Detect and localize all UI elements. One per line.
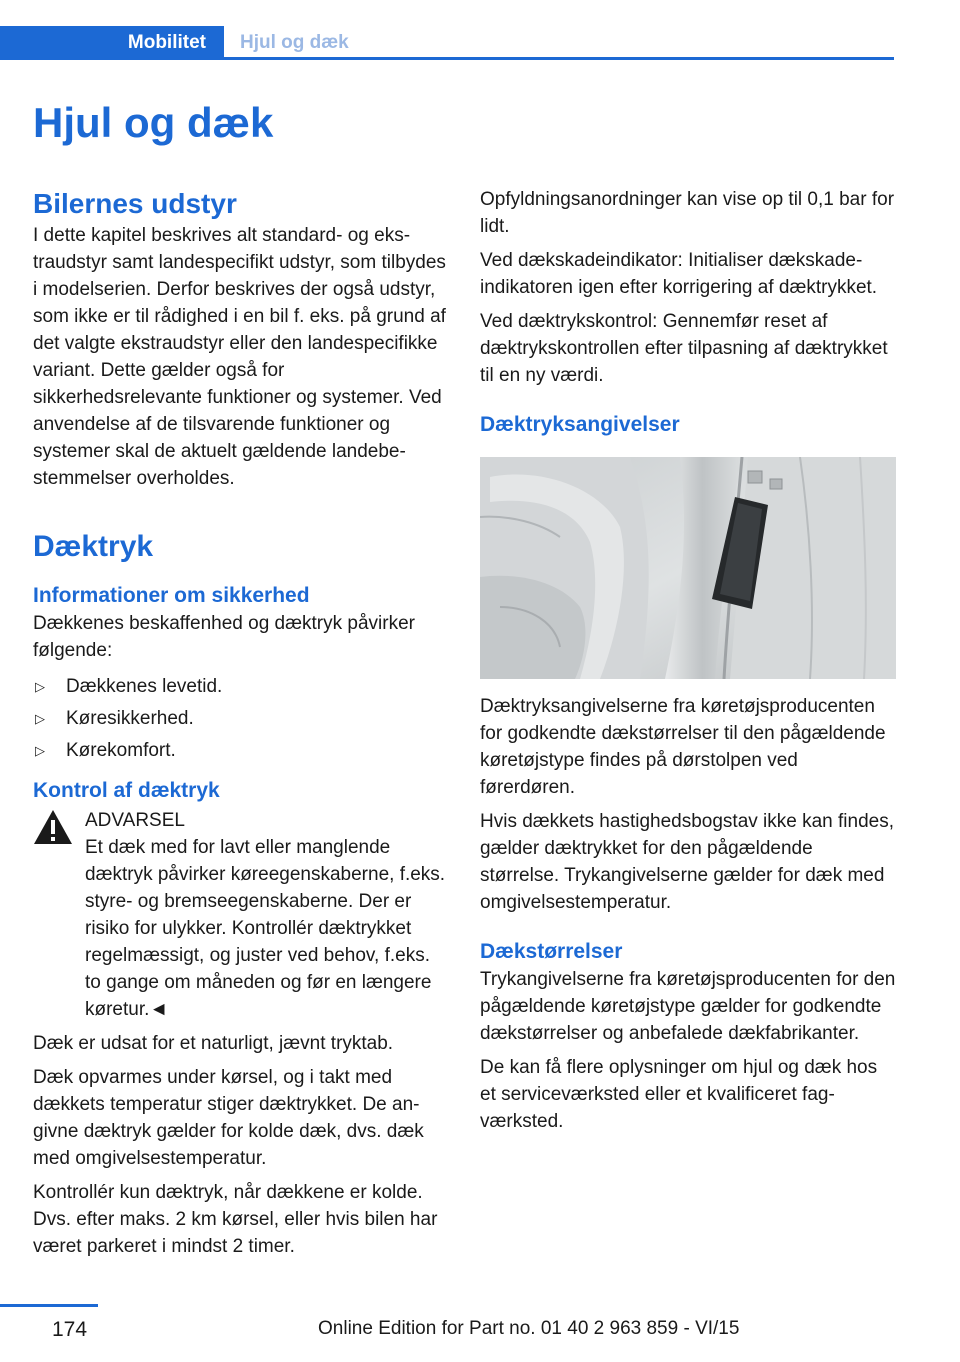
subsection-title-kontrol: Kontrol af dæktryk — [33, 779, 220, 802]
paragraph-pressure-loss: Dæk er udsat for et naturligt, jævnt tryktab. — [33, 1033, 394, 1054]
subsection-title-sikkerhed: Informationer om sikkerhed — [33, 584, 310, 607]
page-title: Hjul og dæk — [33, 99, 274, 146]
header-bar — [0, 26, 894, 60]
bullet-list — [33, 671, 449, 767]
warning-block — [33, 807, 449, 1023]
triangle-bullet-icon: ▷ — [35, 743, 45, 758]
paragraph-sizes: Trykangivelserne fra køretøjsproducenten for den pågældende køretøjstype gælder for godkendte dækstørrelser og anbefalede dækfabrikanter. — [480, 969, 896, 1044]
paragraph-pressure-control: Ved dæktrykskontrol: Gennemfør reset af dæktrykskontrollen efter tilpasning af dæktrykket til en ny værdi. — [480, 311, 888, 386]
warning-lead: Et dæk med for lavt eller manglende — [85, 837, 391, 858]
paragraph-safety-intro: Dækkenes beskaffenhed og dæktryk påvirker følgende: — [33, 613, 415, 661]
paragraph-check-cold: Kontrollér kun dæktryk, når dækkene er kolde. Dvs. efter maks. 2 km kørsel, eller hvis bilen har været parkeret i mindst 2 timer. — [33, 1182, 438, 1257]
list-item: ▷ Kørekomfort. — [33, 735, 449, 767]
tab-hjul-og-daek[interactable]: Hjul og dæk — [240, 32, 349, 53]
warning-label: ADVARSEL — [85, 810, 185, 831]
page-number: 174 — [52, 1318, 88, 1341]
section-title-daektryk: Dæktryk — [33, 530, 154, 563]
section-title-bilernes-udstyr: Bilernes udstyr — [33, 188, 237, 219]
subsection-title-daektryksangivelser: Dæktryksangivelser — [480, 413, 680, 436]
left-column — [33, 186, 449, 1267]
door-pillar-photo — [480, 457, 896, 679]
warning-triangle-icon — [33, 809, 73, 845]
triangle-bullet-icon: ▷ — [35, 679, 45, 694]
paragraph-more-info: De kan få flere oplysninger om hjul og dæk hos et serviceværksted eller et kvalificeret fagværksted. — [480, 1057, 878, 1132]
list-item: ▷ Køresikkerhed. — [33, 703, 449, 735]
edition-text: Online Edition for Part no. 01 40 2 963 859 - VI/15 — [318, 1318, 740, 1339]
triangle-bullet-icon: ▷ — [35, 711, 45, 726]
paragraph-heating: Dæk opvarmes under kørsel, og i takt med dækkets temperatur stiger dæktrykket. De angivne dæktryk gælder for kolde dæk, dvs. dæk med omgivelsestemperatur. — [33, 1067, 424, 1169]
paragraph-speed-letter: Hvis dækkets hastighedsbogstav ikke kan findes, gælder dæktrykket for den pågældende størrelse. Trykangivelserne gælder for dæk med omgivelsestemperatur. — [480, 811, 894, 913]
paragraph-pressure-info: Dæktryksangivelserne fra køretøjsproducenten for godkendte dækstørrelser til den pågældende køretøjstype findes på dørstolpen ved førerdøren. — [480, 696, 886, 798]
subsection-title-daekstorrelser: Dækstørrelser — [480, 940, 623, 963]
paragraph-damage-indicator: Ved dækskadeindikator: Initialiser dækskadeindikatoren igen efter korrigering af dæktrykket. — [480, 250, 878, 298]
footer-divider — [0, 1304, 98, 1307]
tab-mobilitet[interactable]: Mobilitet — [0, 26, 224, 60]
list-item: ▷ Dækkenes levetid. — [33, 671, 449, 703]
paragraph-filling: Opfyldningsanordninger kan vise op til 0,1 bar for lidt. — [480, 189, 895, 237]
header-divider — [0, 57, 894, 60]
paragraph-intro: I dette kapitel beskrives alt standard- og ekstraudstyr samt landespecifikt udstyr, som tilbydes i modelserien. Derfor beskrives der også udstyr, som ikke er til rådighed i en bil f. eks. på grund af det valgte ekstraudstyr eller den landespecifikke variant. Dette gælder også for sikkerhedsrelevante funktioner og systemer. Ved anvendelse af de tilsvarende funktioner og systemer skal de aktuelt gældende landebestemmelser overholdes. — [33, 225, 446, 489]
right-column — [480, 186, 896, 1142]
warning-text: dæktryk påvirker køreegenskaberne, f.eks. styre- og bremseegenskaberne. Der er risiko for ulykker. Kontrollér dæktrykket regelmæssigt, og juster ved behov, f.eks. to gange om måneden og før en længere køretur.◄ — [85, 864, 446, 1020]
